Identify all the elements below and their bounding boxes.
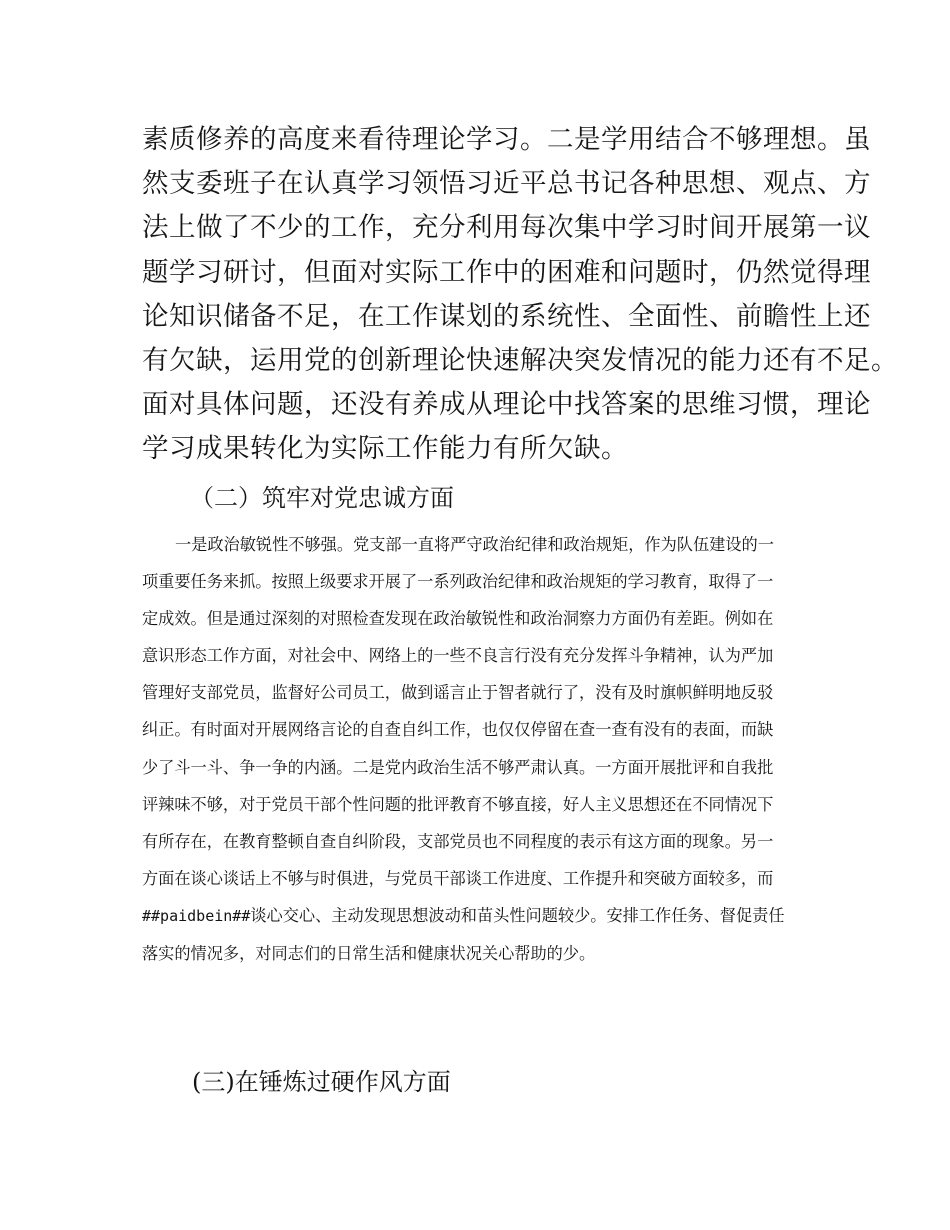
- paragraph-line: 然支委班子在认真学习领悟习近平总书记各种思想、观点、方: [142, 168, 871, 200]
- paragraph-line: 一是政治敏锐性不够强。党支部一直将严守政治纪律和政治规矩，作为队伍建设的一: [175, 535, 774, 554]
- paragraph-line: 少了斗一斗、争一争的内涵。二是党内政治生活不够严肃认真。一方面开展批评和自我批: [142, 757, 774, 777]
- paragraph-line: 管理好支部党员，监督好公司员工，做到谣言止于智者就行了，没有及时旗帜鲜明地反驳: [142, 683, 774, 703]
- paragraph-line: 面对具体问题，还没有养成从理论中找答案的思维习惯，理论: [142, 389, 871, 421]
- section-heading-work-style: (三)在锤炼过硬作风方面: [192, 1068, 451, 1096]
- paragraph-line: 定成效。但是通过深刻的对照检查发现在政治敏锐性和政治洞察力方面仍有差距。例如在: [142, 609, 774, 629]
- paragraph-line: 项重要任务来抓。按照上级要求开展了一系列政治纪律和政治规矩的学习教育，取得了一: [142, 572, 774, 592]
- paragraph-line: 落实的情况多，对同志们的日常生活和健康状况关心帮助的少。: [142, 944, 596, 964]
- paragraph-line: 纠正。有时面对开展网络言论的自查自纠工作，也仅仅停留在查一查有没有的表面，而缺: [142, 720, 774, 740]
- paragraph-theory-study: [142, 118, 898, 472]
- paragraph-line: 论知识储备不足，在工作谋划的系统性、全面性、前瞻性上还: [142, 300, 871, 332]
- section-heading-loyalty: （二）筑牢对党忠诚方面: [190, 484, 454, 512]
- paragraph-loyalty: [142, 526, 816, 972]
- paragraph-line: 学习成果转化为实际工作能力有所欠缺。: [142, 433, 628, 465]
- paragraph-line-with-marker: [142, 897, 816, 935]
- paragraph-line: 素质修养的高度来看待理论学习。二是学用结合不够理想。虽: [142, 124, 871, 155]
- paragraph-line: 意识形态工作方面，对社会中、网络上的一些不良言行没有充分发挥斗争精神，认为严加: [142, 646, 774, 666]
- paragraph-line: 评辣味不够，对于党员干部个性问题的批评教育不够直接，好人主义思想还在不同情况下: [142, 794, 774, 814]
- paragraph-line: 法上做了不少的工作，充分利用每次集中学习时间开展第一议: [142, 212, 871, 244]
- paragraph-line: 题学习研讨，但面对实际工作中的困难和问题时，仍然觉得理: [142, 256, 871, 288]
- paragraph-line: 有欠缺，运用党的创新理论快速解决突发情况的能力还有不足。: [142, 345, 898, 377]
- paragraph-line: 方面在谈心谈话上不够与时俱进，与党员干部谈工作进度、工作提升和突破方面较多，而: [142, 868, 774, 888]
- placeholder-marker: ##paidbein##: [142, 906, 251, 925]
- paragraph-line: 有所存在，在教育整顿自查自纠阶段，支部党员也不同程度的表示有这方面的现象。另一: [142, 831, 774, 851]
- paragraph-line-rest: 谈心交心、主动发现思想波动和苗头性问题较少。安排工作任务、督促责任: [250, 905, 785, 925]
